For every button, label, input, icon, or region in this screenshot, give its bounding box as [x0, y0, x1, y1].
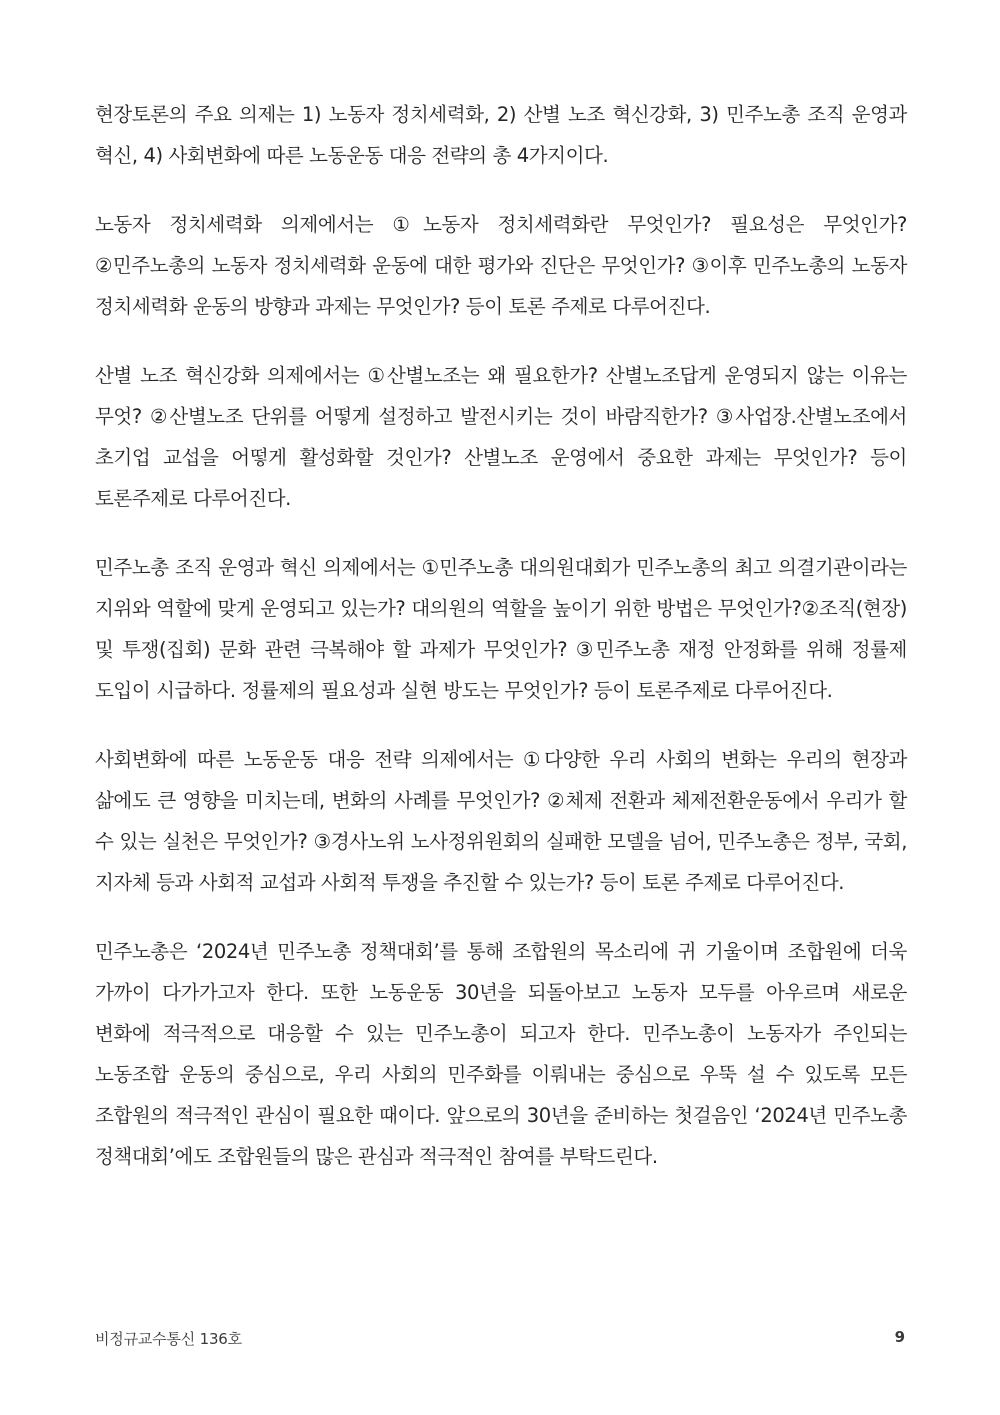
paragraph-agenda-overview: 현장토론의 주요 의제는 1) 노동자 정치세력화, 2) 산별 노조 혁신강화, 3) 민주노총 조직 운영과 혁신, 4) 사회변화에 따른 노동운동 대응 전략의 총 4가지이다.: [95, 103, 907, 167]
article-body: [95, 94, 907, 1205]
paragraph-industrial-union: 산별 노조 혁신강화 의제에서는 ①산별노조는 왜 필요한가? 산별노조답게 운영되지 않는 이유는 무엇? ②산별노조 단위를 어떻게 설정하고 발전시키는 것이 바람직한가? ③사업장.산별노조에서 초기업 교섭을 어떻게 활성화할 것인가? 산별노조 운영에서 중요한 과제는 무엇인가? 등이 토론주제로 다루어진다.: [95, 364, 907, 510]
paragraph-organization-innovation: 민주노총 조직 운영과 혁신 의제에서는 ①민주노총 대의원대회가 민주노총의 최고 의결기관이라는 지위와 역할에 맞게 운영되고 있는가? 대의원의 역할을 높이기 위한 방법은 무엇인가?②조직(현장) 및 투쟁(집회) 문화 관련 극복해야 할 과제가 무엇인가? ③민주노총 재정 안정화를 위해 정률제 도입이 시급하다. 정률제의 필요성과 실현 방도는 무엇인가? 등이 토론주제로 다루어진다.: [95, 556, 907, 702]
paragraph-social-change-strategy: 사회변화에 따른 노동운동 대응 전략 의제에서는 ①다양한 우리 사회의 변화는 우리의 현장과 삶에도 큰 영향을 미치는데, 변화의 사례를 무엇인가? ②체제 전환과 체제전환운동에서 우리가 할 수 있는 실천은 무엇인가? ③경사노위 노사정위원회의 실패한 모델을 넘어, 민주노총은 정부, 국회, 지자체 등과 사회적 교섭과 사회적 투쟁을 추진할 수 있는가? 등이 토론 주제로 다루어진다.: [95, 748, 907, 894]
page-number: 9: [894, 1328, 905, 1346]
footer-publication: 비정규교수통신 136호: [95, 1330, 242, 1348]
paragraph-conclusion: 민주노총은 ‘2024년 민주노총 정책대회’를 통해 조합원의 목소리에 귀 기울이며 조합원에 더욱 가까이 다가가고자 한다. 또한 노동운동 30년을 되돌아보고 노동자 모두를 아우르며 새로운 변화에 적극적으로 대응할 수 있는 민주노총이 되고자 한다. 민주노총이 노동자가 주인되는 노동조합 운동의 중심으로, 우리 사회의 민주화를 이뤄내는 중심으로 우뚝 설 수 있도록 모든 조합원의 적극적인 관심이 필요한 때이다. 앞으로의 30년을 준비하는 첫걸음인 ‘2024년 민주노총 정책대회’에도 조합원들의 많은 관심과 적극적인 참여를 부탁드린다.: [95, 940, 907, 1168]
paragraph-political-power: 노동자 정치세력화 의제에서는 ①노동자 정치세력화란 무엇인가? 필요성은 무엇인가? ②민주노총의 노동자 정치세력화 운동에 대한 평가와 진단은 무엇인가? ③이후 민주노총의 노동자 정치세력화 운동의 방향과 과제는 무엇인가? 등이 토론 주제로 다루어진다.: [95, 213, 907, 318]
